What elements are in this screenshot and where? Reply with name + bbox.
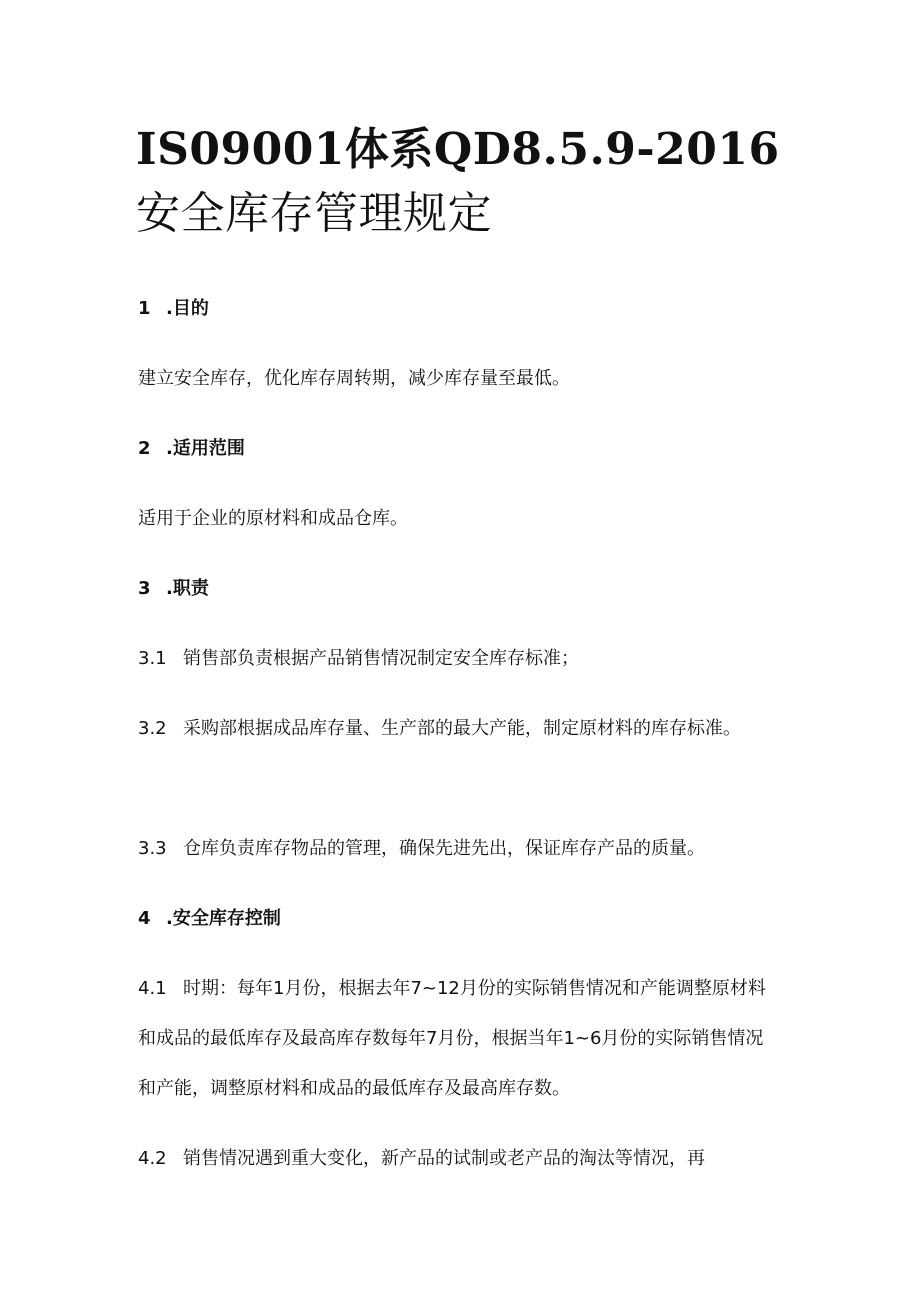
paragraph-text: 仓库负责库存物品的管理，确保先进先出，保证库存产品的质量。 [183,838,705,859]
title-name: 安全库存管理规定 [136,188,492,239]
section-heading-responsibility [138,576,209,602]
paragraph-3-3 [138,824,778,874]
paragraph-4-2 [138,1134,778,1184]
paragraph-4-1 [138,964,778,1114]
section-title: .适用范围 [166,438,245,459]
title-code: IS09001体系QD8.5.9-2016 [136,124,780,175]
section-number: 1 [138,298,151,319]
section-number: 3 [138,578,151,599]
paragraph-number: 3.2 [138,718,167,739]
paragraph-text: 采购部根据成品库存量、生产部的最大产能，制定原材料的库存标准。 [183,718,741,739]
section-title: .安全库存控制 [166,908,281,929]
paragraph-number: 3.1 [138,648,167,669]
section-heading-purpose [138,296,209,322]
section-heading-safety-stock-control [138,906,281,932]
section-number: 4 [138,908,151,929]
paragraph-number: 4.2 [138,1148,167,1169]
purpose-text: 建立安全库存，优化库存周转期，减少库存量至最低。 [138,368,570,389]
document-title [136,118,796,246]
section-heading-scope [138,436,245,462]
paragraph-number: 3.3 [138,838,167,859]
scope-text: 适用于企业的原材料和成品仓库。 [138,508,408,529]
paragraph-text: 时期：每年1月份，根据去年7~12月份的实际销售情况和产能调整原材料和成品的最低库存及最高库存数每年7月份，根据当年1~6月份的实际销售情况和产能，调整原材料和成品的最低库存及最高库存数。 [138,978,766,1099]
section-title: .目的 [166,298,209,319]
paragraph-text: 销售部负责根据产品销售情况制定安全库存标准； [183,648,579,669]
paragraph-number: 4.1 [138,978,167,999]
paragraph-3-2 [138,704,778,754]
paragraph-text: 销售情况遇到重大变化，新产品的试制或老产品的淘汰等情况，再 [183,1148,705,1169]
section-title: .职责 [166,578,209,599]
section-number: 2 [138,438,151,459]
paragraph-3-1 [138,634,778,684]
